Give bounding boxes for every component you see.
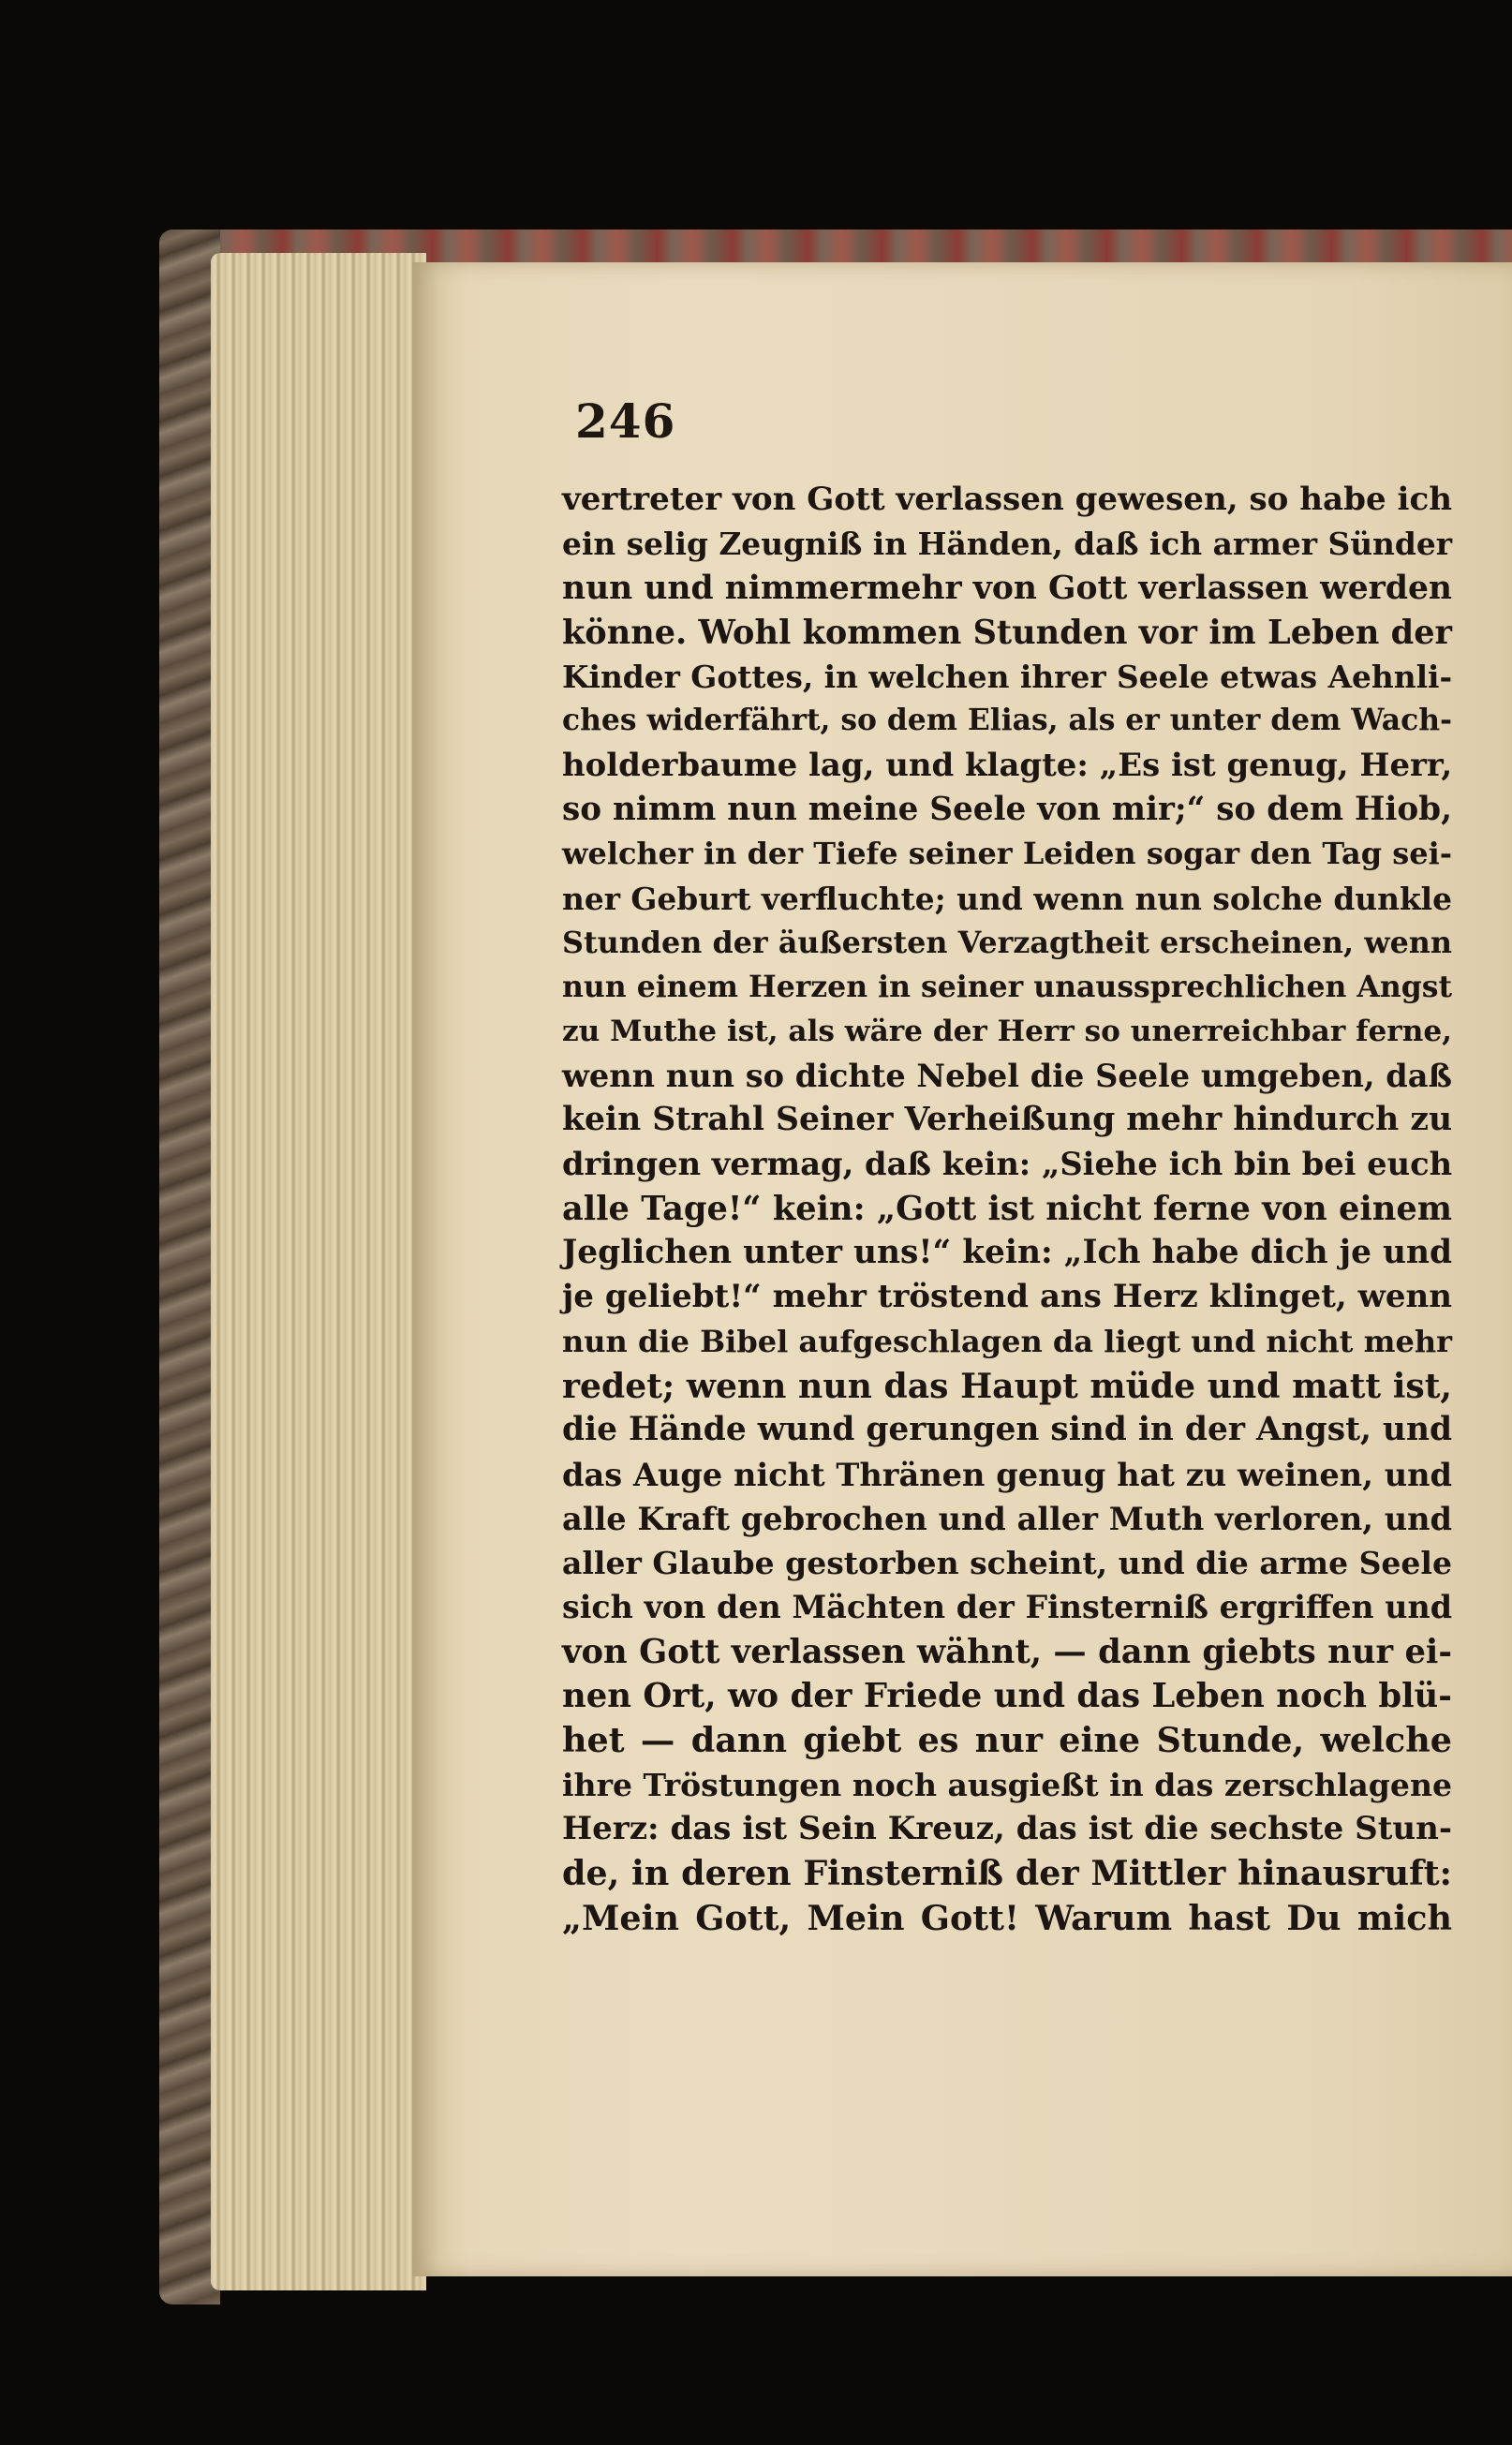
- text-line: so nimm nun meine Seele von mir;“ so dem Hiob,: [562, 791, 1453, 829]
- text-line: wenn nun so dichte Nebel die Seele umgeben, daß: [562, 1056, 1452, 1094]
- page-text-block: [562, 478, 1452, 1940]
- text-line: das Auge nicht Thränen genug hat zu weinen, und: [562, 1455, 1452, 1493]
- text-line: Herz: das ist Sein Kreuz, das ist die sechste Stun-: [562, 1809, 1452, 1847]
- text-line: vertreter von Gott verlassen gewesen, so habe ich: [562, 481, 1452, 518]
- text-line: holderbaume lag, und klagte: „Es ist genug, Herr,: [562, 746, 1453, 784]
- text-line: ein selig Zeugniß in Händen, daß ich armer Sünder: [562, 526, 1453, 563]
- text-line: nen Ort, wo der Friede und das Leben noch blü-: [562, 1677, 1452, 1716]
- text-line: welcher in der Tiefe seiner Leiden sogar den Tag sei-: [562, 836, 1452, 872]
- text-line: de, in deren Finsterniß der Mittler hinausruft:: [562, 1853, 1452, 1894]
- text-line: von Gott verlassen wähnt, — dann giebts nur ei-: [562, 1632, 1452, 1671]
- text-line: die Hände wund gerungen sind in der Angst, und: [562, 1411, 1452, 1449]
- text-line: „Mein Gott, Mein Gott! Warum hast Du mich: [562, 1897, 1452, 1938]
- text-line: Stunden der äußersten Verzagtheit erscheinen, wenn: [562, 925, 1452, 960]
- text-line: redet; wenn nun das Haupt müde und matt ist,: [562, 1365, 1452, 1406]
- text-line: Jeglichen unter uns!“ kein: „Ich habe dich je und: [562, 1234, 1453, 1272]
- text-line: alle Tage!“ kein: „Gott ist nicht ferne von einem: [562, 1189, 1452, 1228]
- text-line: ches widerfährt, so dem Elias, als er unter dem Wach-: [562, 704, 1453, 738]
- text-line: könne. Wohl kommen Stunden vor im Leben der: [562, 613, 1452, 652]
- text-line: ner Geburt verfluchte; und wenn nun solche dunkle: [562, 880, 1452, 917]
- text-line: aller Glaube gestorben scheint, und die arme Seele: [562, 1545, 1452, 1582]
- text-line: ihre Tröstungen noch ausgießt in das zerschlagene: [562, 1766, 1452, 1803]
- page-stack-edges: [211, 253, 426, 2290]
- text-line: alle Kraft gebrochen und aller Muth verloren, und: [562, 1499, 1452, 1537]
- text-line: nun die Bibel aufgeschlagen da liegt und nicht mehr: [562, 1323, 1452, 1359]
- text-line: nun und nimmermehr von Gott verlassen werden: [562, 569, 1452, 607]
- text-line: zu Muthe ist, als wäre der Herr so unerreichbar ferne,: [562, 1014, 1452, 1048]
- text-line: kein Strahl Seiner Verheißung mehr hindurch zu: [562, 1101, 1453, 1139]
- page-number: 246: [575, 393, 676, 449]
- text-line: dringen vermag, daß kein: „Siehe ich bin bei euch: [562, 1145, 1453, 1183]
- text-line: Kinder Gottes, in welchen ihrer Seele etwas Aehnli-: [562, 659, 1453, 696]
- text-line: het — dann giebt es nur eine Stunde, welche: [562, 1720, 1452, 1761]
- text-line: nun einem Herzen in seiner unaussprechlichen Angst: [562, 970, 1452, 1005]
- text-line: je geliebt!“ mehr tröstend ans Herz klinget, wenn: [562, 1278, 1452, 1316]
- text-line: sich von den Mächten der Finsterniß ergriffen und: [562, 1589, 1452, 1626]
